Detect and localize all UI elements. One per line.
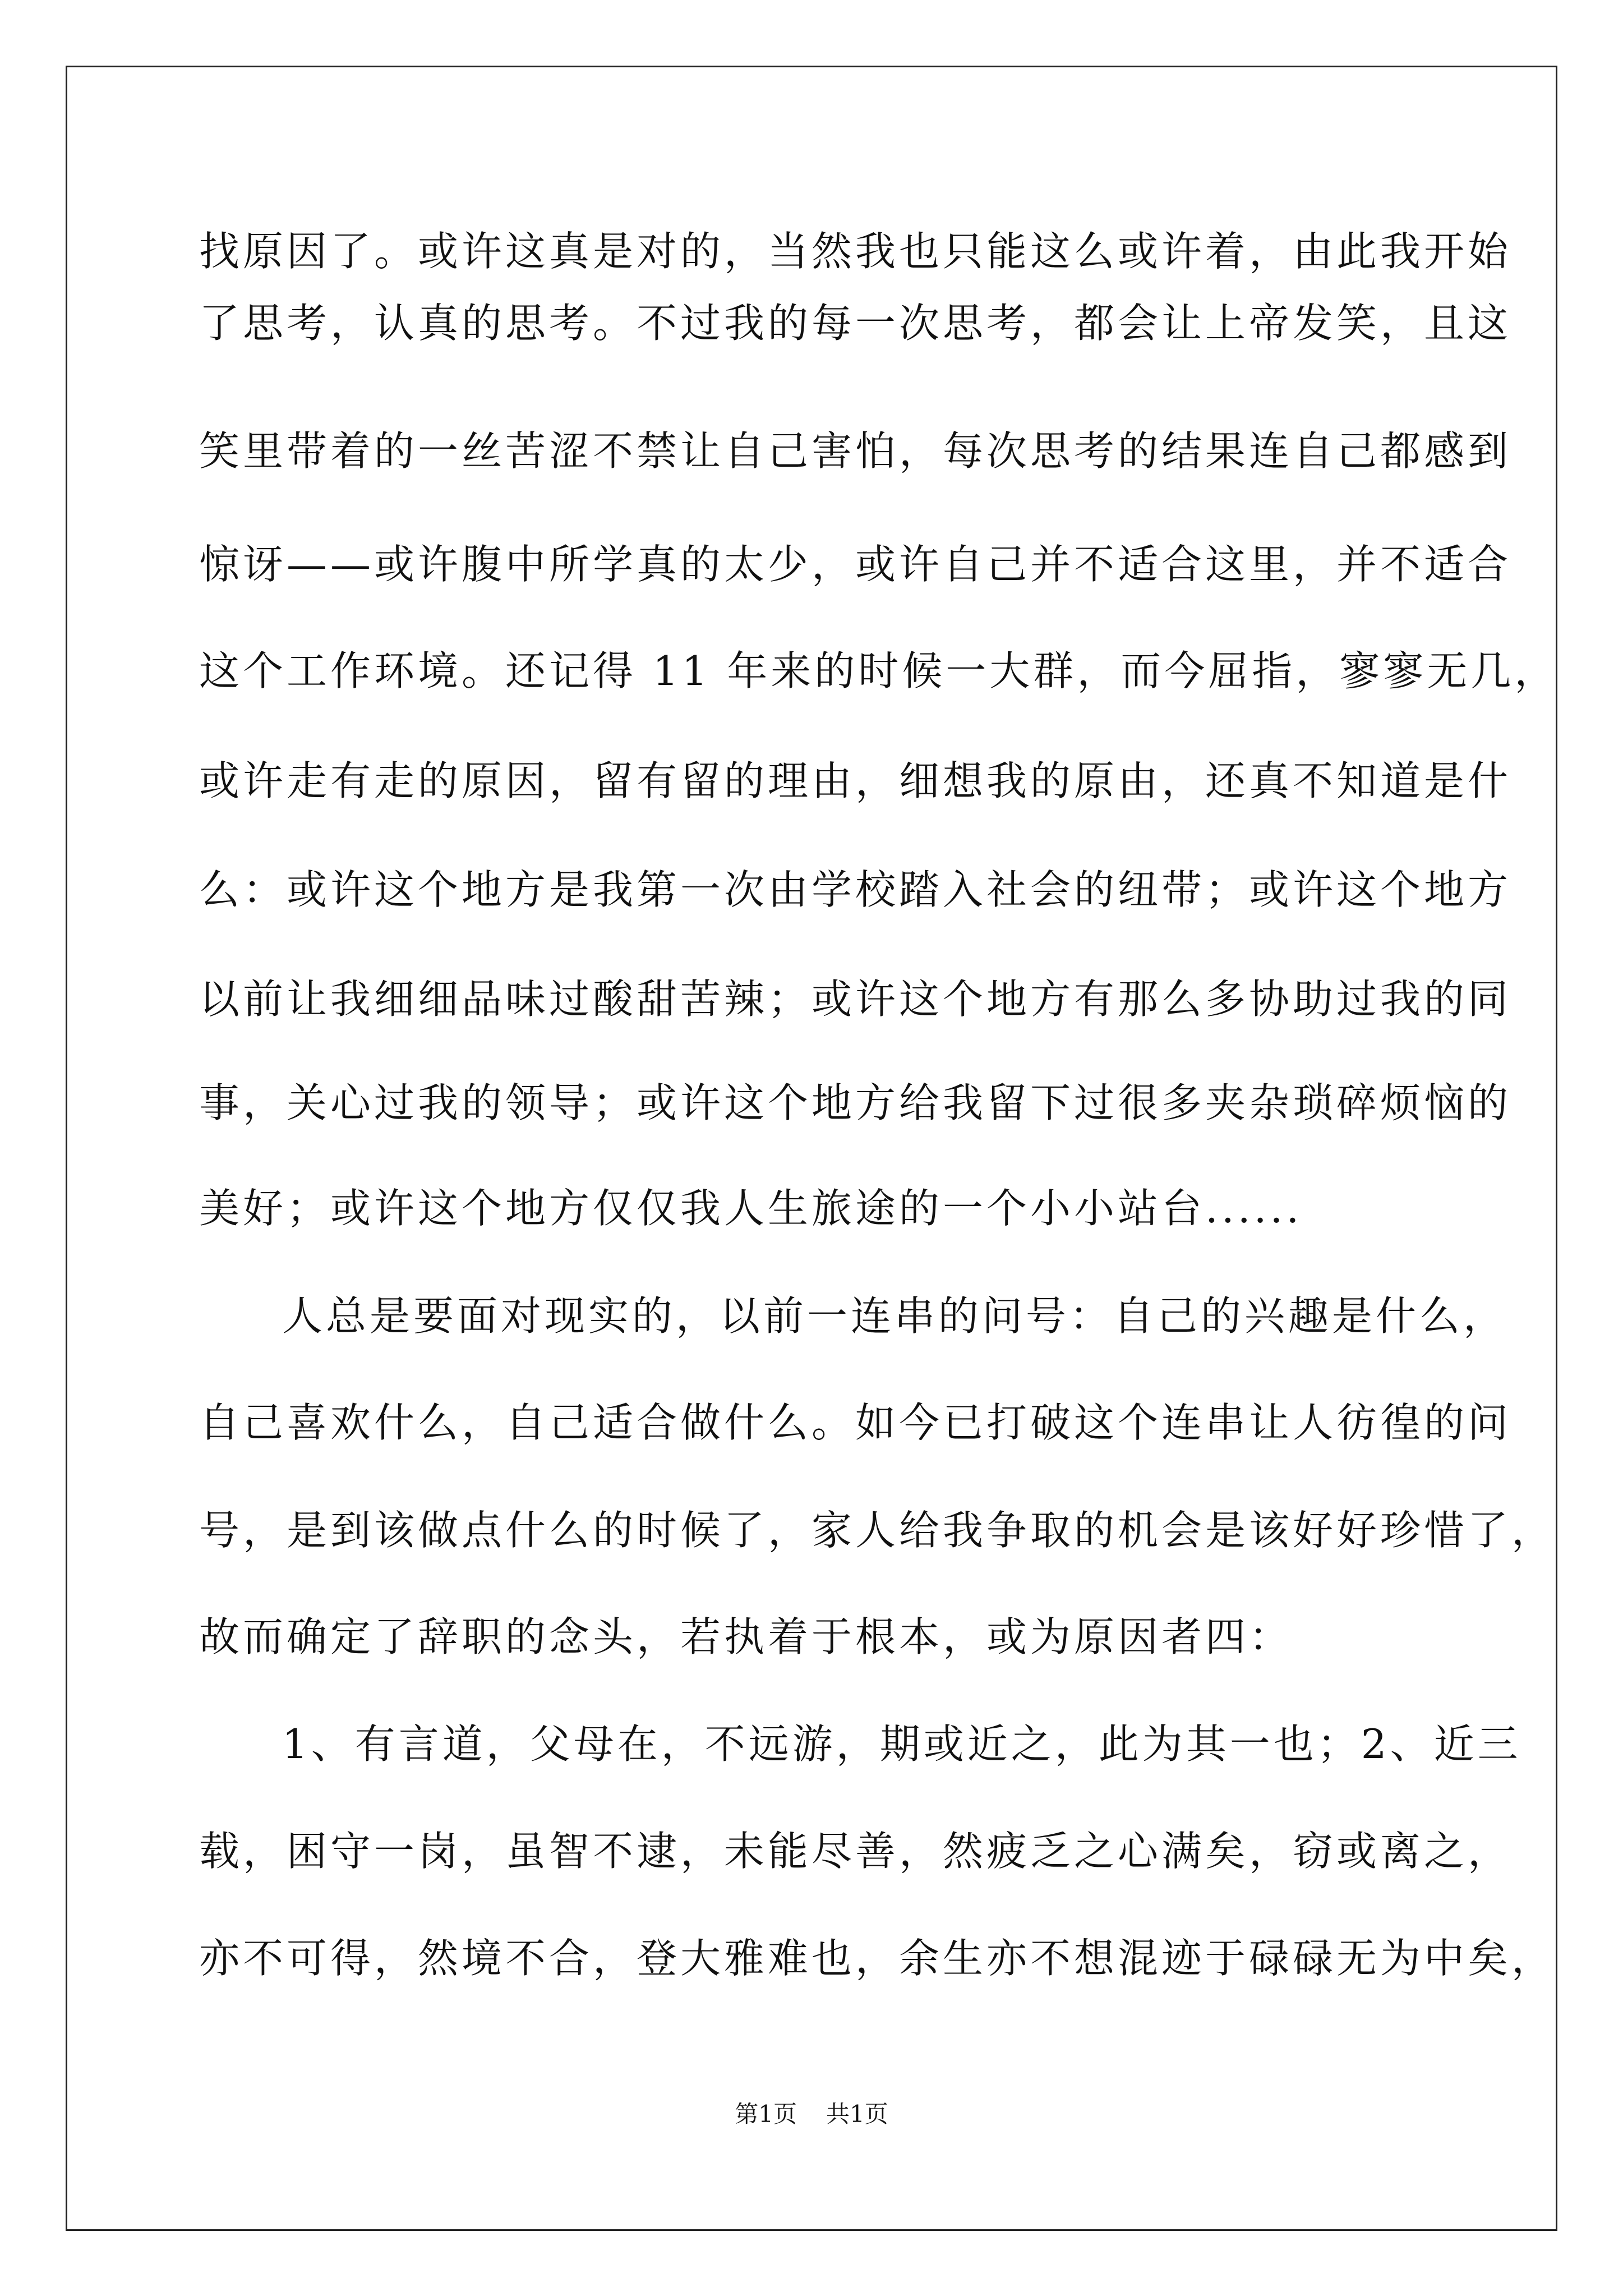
text-line: 找原因了。或许这真是对的，当然我也只能这么或许着，由此我开始	[199, 228, 1512, 275]
text-line: 故而确定了辞职的念头，若执着于根本，或为原因者四：	[199, 1613, 1293, 1660]
page-number-current: 第1页	[735, 2100, 797, 2128]
text-line: 1、有言道，父母在，不远游，期或近之，此为其一也；2、近三	[282, 1720, 1521, 1768]
text-line: 亦不可得，然境不合，登大雅难也，余生亦不想混迹于碌碌无为中矣，	[199, 1935, 1556, 1982]
text-line: 自己喜欢什么，自己适合做什么。如今已打破这个连串让人彷徨的问	[199, 1399, 1512, 1446]
text-line: 么：或许这个地方是我第一次由学校踏入社会的纽带；或许这个地方	[199, 866, 1512, 913]
page-footer	[0, 2102, 1623, 2126]
text-line: 这个工作环境。还记得 11 年来的时候一大群，而今屈指，寥寥无几，	[199, 647, 1559, 694]
text-line: 了思考，认真的思考。不过我的每一次思考，都会让上帝发笑，且这	[199, 300, 1512, 347]
text-line: 人总是要面对现实的，以前一连串的问号：自己的兴趣是什么，	[282, 1292, 1507, 1340]
text-line: 或许走有走的原因，留有留的理由，细想我的原由，还真不知道是什	[199, 757, 1512, 804]
page-border	[66, 66, 1557, 2231]
page-number-total: 共1页	[826, 2100, 888, 2128]
text-line: 事，关心过我的领导；或许这个地方给我留下过很多夹杂琐碎烦恼的	[199, 1079, 1512, 1126]
text-line: 惊讶——或许腹中所学真的太少，或许自己并不适合这里，并不适合	[199, 541, 1512, 588]
text-line: 笑里带着的一丝苦涩不禁让自己害怕，每次思考的结果连自己都感到	[199, 427, 1512, 475]
text-line: 以前让我细细品味过酸甜苦辣；或许这个地方有那么多协助过我的同	[199, 976, 1512, 1023]
text-line: 美好；或许这个地方仅仅我人生旅途的一个小小站台......	[199, 1185, 1303, 1232]
text-line: 号，是到该做点什么的时候了，家人给我争取的机会是该好好珍惜了，	[199, 1507, 1556, 1554]
text-line: 载，困守一岗，虽智不逮，未能尽善，然疲乏之心满矣，窃或离之，	[199, 1828, 1512, 1875]
